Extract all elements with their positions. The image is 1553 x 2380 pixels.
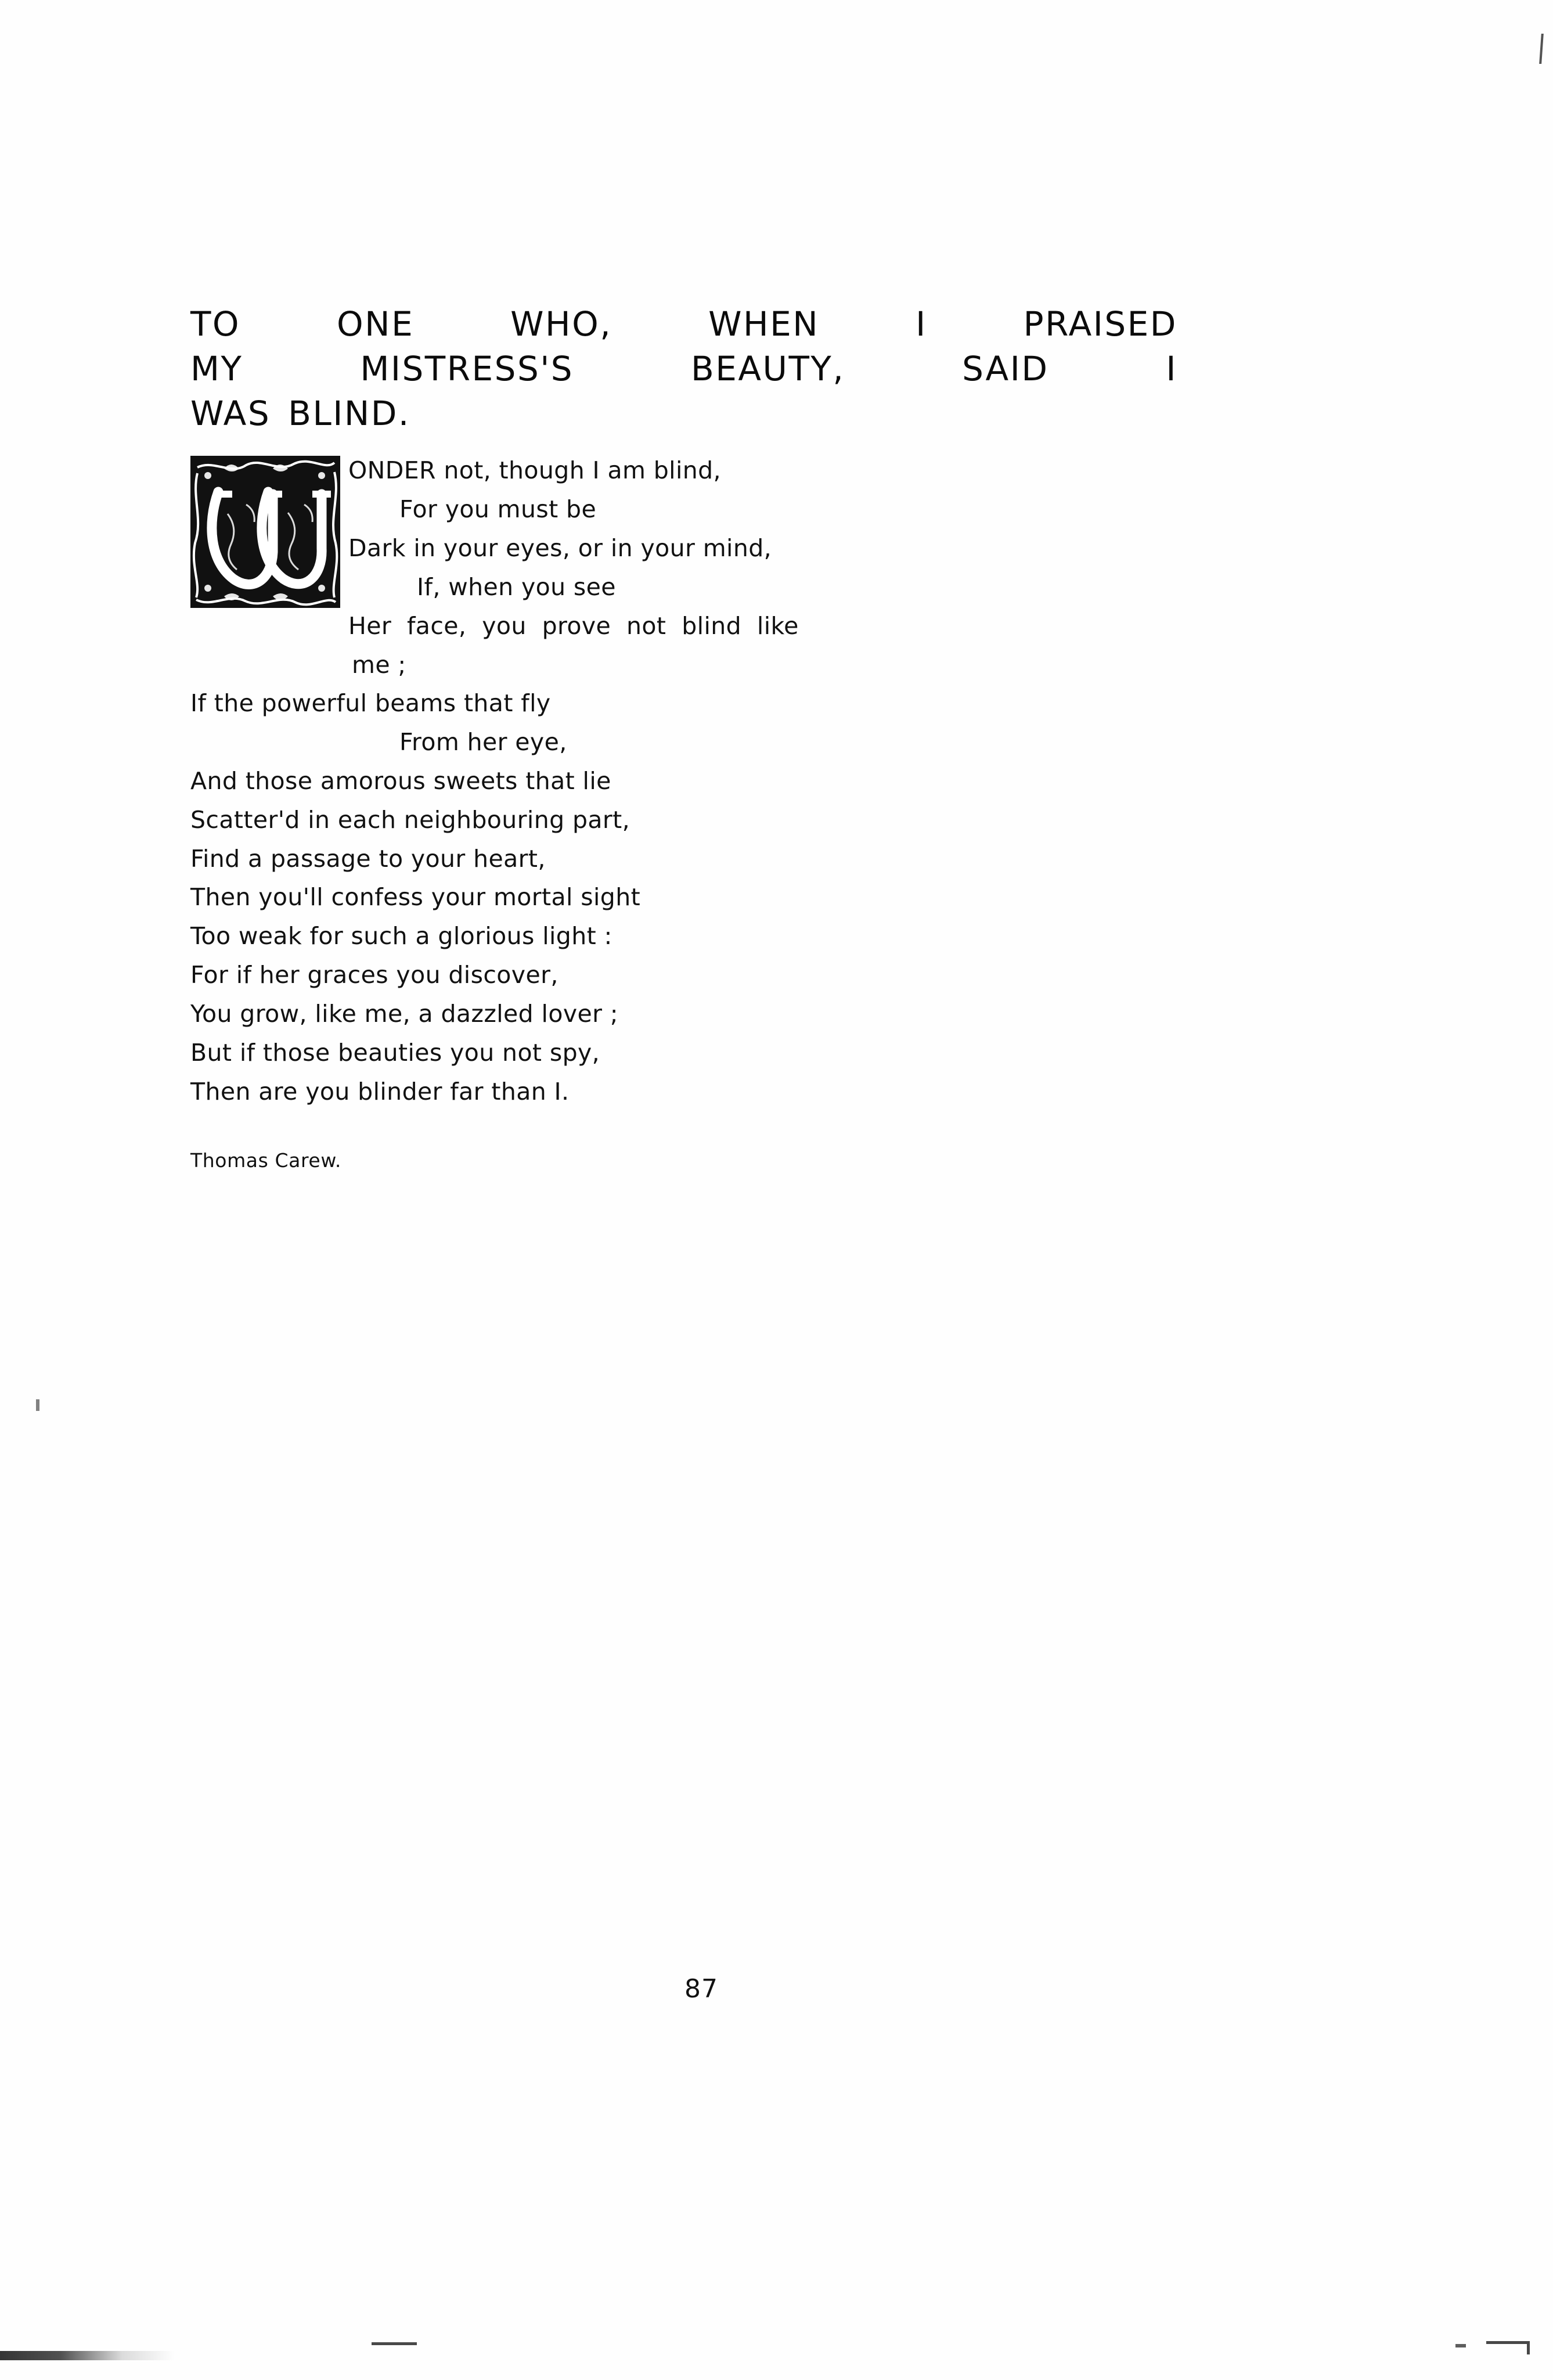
page-number: 87 [684,1974,718,2004]
page-title [190,302,1177,436]
title-line-2 [190,347,1177,391]
verse-line: Scatter'd in each neighbouring part, [190,805,630,834]
scan-mark-bottom-center [372,2342,417,2345]
verse-line: If the powerful beams that fly [190,689,551,718]
title-word: SAID [962,349,1049,389]
verse-line: Find a passage to your heart, [190,844,546,873]
title-word: BEAUTY, [690,349,845,389]
verse-line: ONDER not, though I am blind, [348,456,721,485]
verse-line: You grow, like me, a dazzled lover ; [190,999,619,1028]
verse-line: For you must be [399,495,597,524]
verse-line: From her eye, [399,728,567,757]
title-word: MY [190,349,243,389]
verse-line: me ; [352,650,406,679]
title-word: MISTRESS'S [360,349,574,389]
verse-line: Too weak for such a glorious light : [190,922,612,950]
scan-corner-mark-bottom-right [1486,2341,1530,2354]
title-word: WHEN [708,304,820,344]
title-word: ONE [337,304,415,344]
verse-line: And those amorous sweets that lie [190,767,611,795]
title-line-3 [190,391,1177,436]
verse-line: Her face, you prove not blind like [348,611,799,640]
title-word: TO [190,304,241,344]
verse-line: But if those beauties you not spy, [190,1038,600,1067]
verse-line: Dark in your eyes, or in your mind, [348,534,772,563]
title-word: PRAISED [1023,304,1177,344]
drop-cap-initial [190,456,340,608]
verse-line: Then are you blinder far than I. [190,1077,570,1106]
title-word: I [1166,349,1177,389]
author-attribution: Thomas Carew. [190,1149,341,1172]
poem-verse [190,451,1212,1111]
poem-body [190,302,1212,2004]
title-word: BLIND. [288,394,410,434]
scan-edge-mark-left [36,1399,39,1411]
title-word: WAS [190,394,271,434]
title-word: I [916,304,927,344]
title-line-1 [190,302,1177,347]
verse-line: If, when you see [417,573,616,601]
title-word: WHO, [510,304,612,344]
verse-line: For if her graces you discover, [190,961,558,989]
scan-edge-mark-right [1539,34,1544,64]
scan-smudge-bottom-left [0,2351,174,2360]
scan-dot-bottom-right [1455,2344,1466,2347]
verse-line: Then you'll confess your mortal sight [190,883,641,912]
ornamental-initial-icon [190,456,340,608]
